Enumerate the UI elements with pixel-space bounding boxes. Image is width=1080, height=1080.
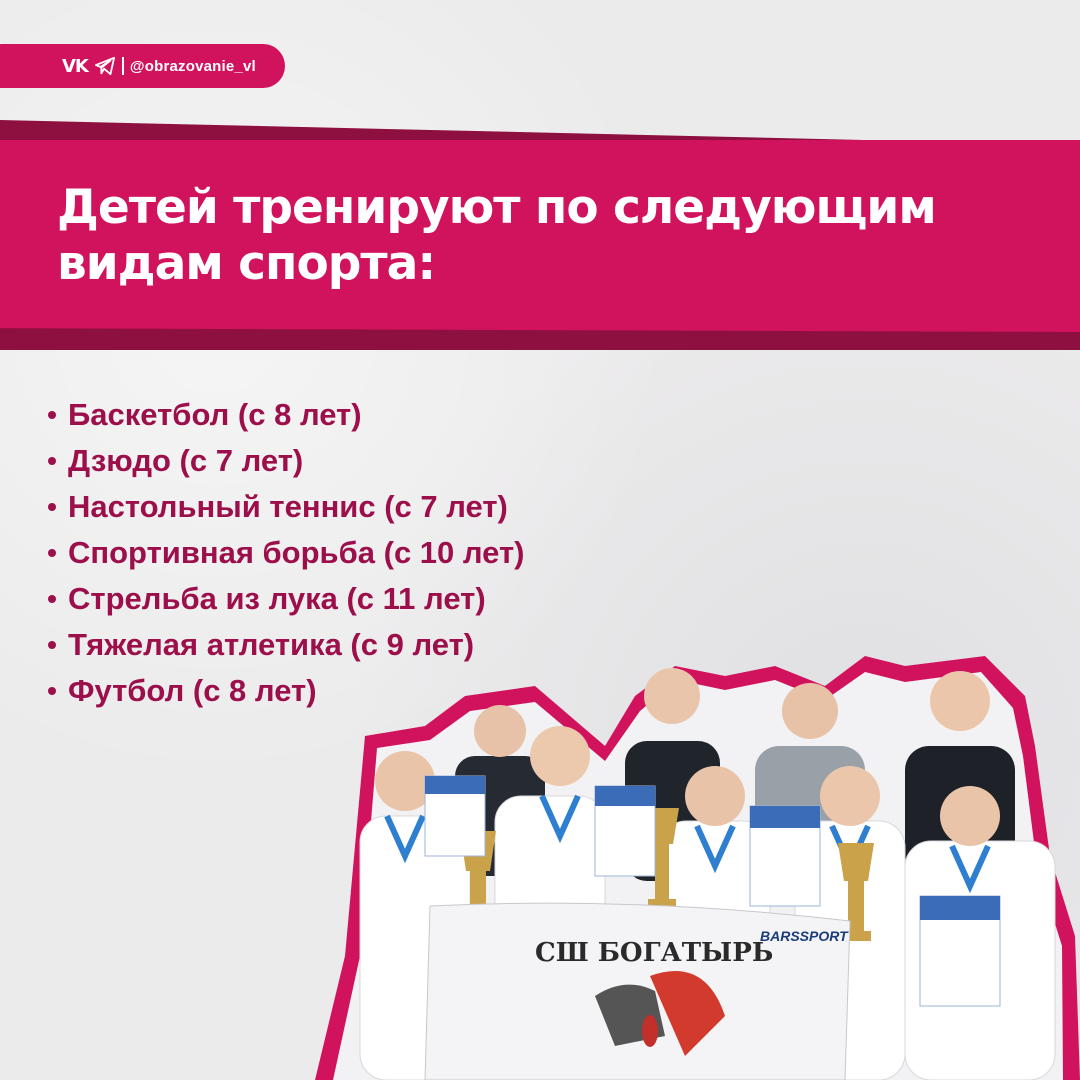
bullet-icon (48, 549, 56, 557)
team-photo (305, 656, 1080, 1080)
divider (122, 57, 124, 75)
sponsor-text: BARSSPORT (760, 928, 848, 944)
list-item: Футбол (с 8 лет) (48, 668, 525, 714)
team-flag (425, 903, 850, 1080)
bullet-icon (48, 641, 56, 649)
bullet-icon (48, 687, 56, 695)
list-item: Дзюдо (с 7 лет) (48, 438, 525, 484)
bullet-icon (48, 503, 56, 511)
team-photo-illustration (305, 656, 1080, 1080)
page-title: Детей тренируют по следующим видам спорта: (57, 180, 936, 291)
list-item: Стрельба из лука (с 11 лет) (48, 576, 525, 622)
list-item: Тяжелая атлетика (с 9 лет) (48, 622, 525, 668)
list-item: Баскетбол (с 8 лет) (48, 392, 525, 438)
list-item: Спортивная борьба (с 10 лет) (48, 530, 525, 576)
bullet-icon (48, 457, 56, 465)
social-handle-pill[interactable] (0, 44, 285, 88)
list-item: Настольный теннис (с 7 лет) (48, 484, 525, 530)
telegram-icon[interactable] (94, 56, 116, 76)
vk-icon[interactable]: VK (62, 55, 88, 77)
social-handle[interactable]: @obrazovanie_vl (129, 57, 256, 75)
bullet-icon (48, 595, 56, 603)
flag-text: СШ БОГАТЫРЬ (535, 938, 774, 968)
bullet-icon (48, 411, 56, 419)
